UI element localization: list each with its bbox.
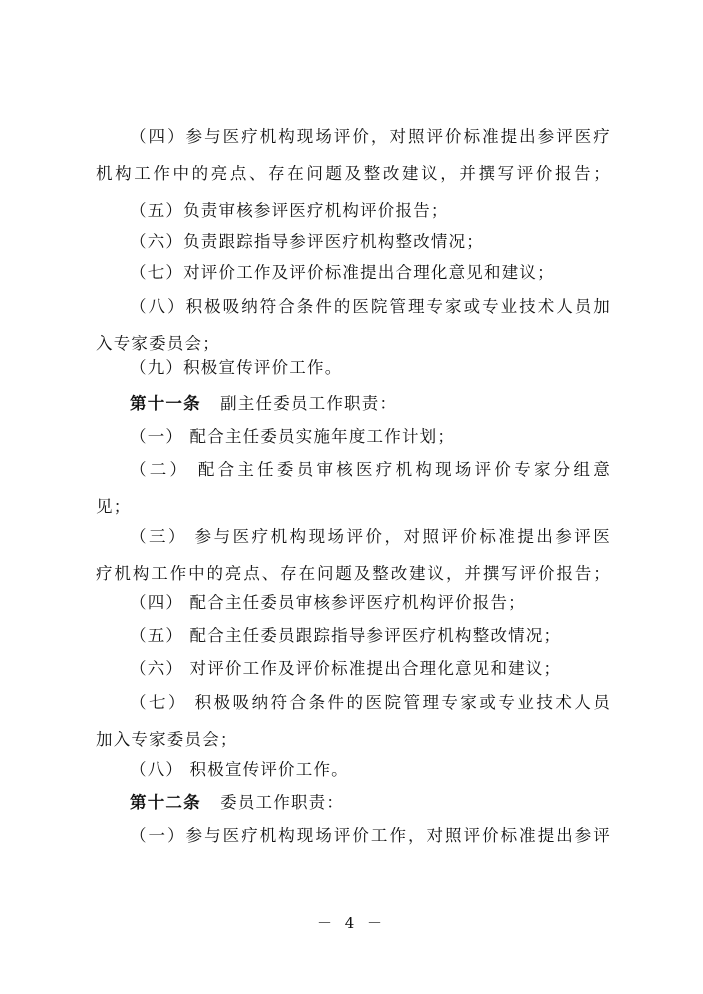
text-line: （四）参与医疗机构现场评价，对照评价标准提出参评医疗 xyxy=(130,127,611,146)
text-line: （一） 配合主任委员实施年度工作计划； xyxy=(130,427,456,446)
text-line: （九）积极宣传评价工作。 xyxy=(130,358,343,377)
text-line: （二） 配合主任委员审核医疗机构现场评价专家分组意 xyxy=(130,460,611,479)
paragraph-duty-7 xyxy=(96,254,611,291)
text-line: 见； xyxy=(96,497,132,517)
paragraph-vice-duty-3 xyxy=(96,518,611,593)
paragraph-vice-duty-2 xyxy=(96,451,611,526)
paragraph-article-11 xyxy=(96,385,611,422)
text-line: （四） 配合主任委员审核参评医疗机构评价报告； xyxy=(130,593,526,612)
paragraph-vice-duty-5 xyxy=(96,617,611,654)
text-line: 入专家委员会； xyxy=(96,334,220,354)
text-line: （三） 参与医疗机构现场评价，对照评价标准提出参评医 xyxy=(130,527,611,546)
text-line xyxy=(96,385,611,422)
article-title: 委员工作职责： xyxy=(220,793,345,812)
paragraph-member-duty-1 xyxy=(96,817,611,854)
paragraph-duty-9 xyxy=(96,349,611,386)
article-title: 副主任委员工作职责： xyxy=(220,394,398,413)
text-line: （一）参与医疗机构现场评价工作，对照评价标准提出参评 xyxy=(130,826,611,845)
paragraph-vice-duty-7 xyxy=(96,684,611,759)
page-number: － 4 － xyxy=(316,914,387,932)
text-line: （六）负责跟踪指导参评医疗机构整改情况； xyxy=(130,232,484,251)
paragraph-duty-4 xyxy=(96,118,611,193)
text-line: （八）积极吸纳符合条件的医院管理专家或专业技术人员加 xyxy=(130,297,611,316)
article-number: 第十一条 xyxy=(130,394,201,413)
paragraph-vice-duty-8 xyxy=(96,751,611,788)
paragraph-article-12 xyxy=(96,784,611,821)
paragraph-vice-duty-1 xyxy=(96,418,611,455)
article-number: 第十二条 xyxy=(130,793,201,812)
paragraph-vice-duty-6 xyxy=(96,650,611,687)
text-line: （六） 对评价工作及评价标准提出合理化意见和建议； xyxy=(130,659,562,678)
text-line: （五） 配合主任委员跟踪指导参评医疗机构整改情况； xyxy=(130,626,562,645)
text-line: （七） 积极吸纳符合条件的医院管理专家或专业技术人员 xyxy=(130,693,611,712)
paragraph-vice-duty-4 xyxy=(96,584,611,621)
text-line xyxy=(96,784,611,821)
text-line: 机构工作中的亮点、存在问题及整改建议，并撰写评价报告； xyxy=(96,164,611,184)
text-line: 疗机构工作中的亮点、存在问题及整改建议，并撰写评价报告； xyxy=(96,564,611,584)
text-line: （八） 积极宣传评价工作。 xyxy=(130,760,349,779)
text-line: 加入专家委员会； xyxy=(96,730,238,750)
text-line: （五）负责审核参评医疗机构评价报告； xyxy=(130,201,449,220)
text-line: （七）对评价工作及评价标准提出合理化意见和建议； xyxy=(130,263,555,282)
